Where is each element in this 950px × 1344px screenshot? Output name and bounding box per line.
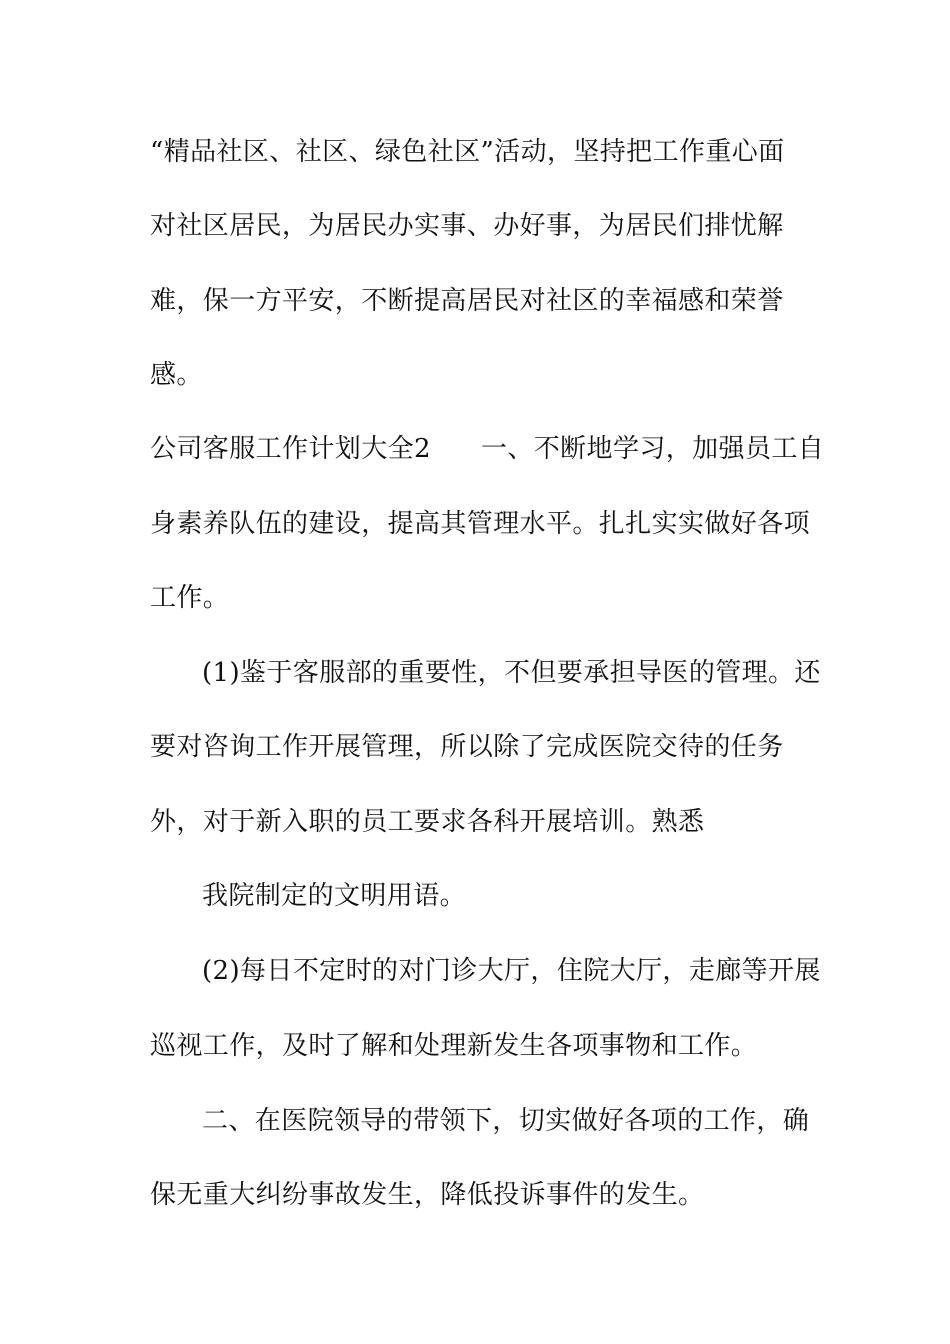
section-2-line-2: 保无重大纠纷事故发生，降低投诉事件的发生。	[150, 1180, 705, 1210]
item-2-line-2: 巡视工作，及时了解和处理新发生各项事物和工作。	[150, 1031, 758, 1061]
paragraph-line-1: “精品社区、社区、绿色社区”活动，坚持把工作重心面	[150, 137, 785, 167]
item-1-line-1: (1)鉴于客服部的重要性，不但要承担导医的管理。还	[202, 658, 821, 688]
item-2-line-1: (2)每日不定时的对门诊大厅，住院大厅，走廊等开展	[202, 956, 821, 986]
paragraph-line-6: 身素养队伍的建设，提高其管理水平。扎扎实实做好各项	[150, 509, 811, 539]
section-title: 公司客服工作计划大全2	[150, 434, 431, 464]
section-first-item: 一、不断地学习，加强员工自	[480, 434, 825, 464]
item-1-line-4: 我院制定的文明用语。	[202, 881, 467, 911]
section-2-line-1: 二、在医院领导的带领下，切实做好各项的工作，确	[202, 1106, 810, 1136]
paragraph-line-3: 难，保一方平安，不断提高居民对社区的幸福感和荣誉	[150, 286, 784, 316]
item-1-line-2: 要对咨询工作开展管理，所以除了完成医院交待的任务	[150, 732, 784, 762]
item-1-line-3: 外，对于新入职的员工要求各科开展培训。熟悉	[150, 807, 705, 837]
paragraph-line-7: 工作。	[150, 583, 230, 613]
heading-line	[150, 432, 824, 466]
paragraph-line-4: 感。	[150, 360, 203, 390]
paragraph-line-2: 对社区居民，为居民办实事、办好事，为居民们排忧解	[150, 211, 784, 241]
